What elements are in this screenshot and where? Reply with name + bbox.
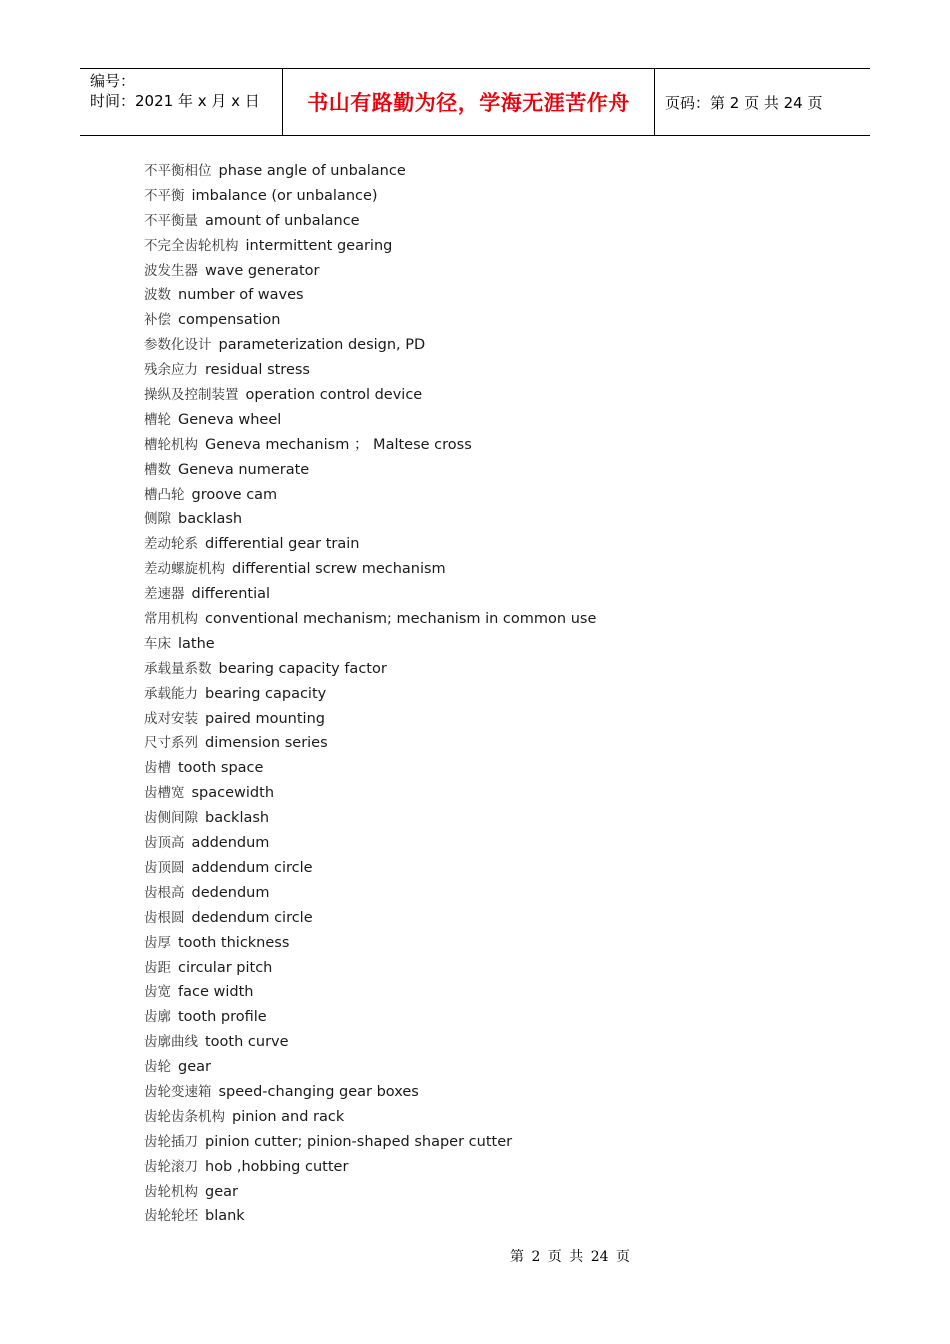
term-english: tooth thickness	[178, 934, 290, 951]
glossary-entry	[144, 805, 596, 830]
term-english: gear	[178, 1059, 211, 1076]
glossary-entry	[144, 1203, 596, 1228]
term-chinese: 齿轮齿条机构	[144, 1108, 225, 1125]
term-english: tooth profile	[178, 1009, 267, 1026]
term-english: face width	[178, 984, 254, 1001]
term-chinese: 常用机构	[144, 611, 198, 628]
glossary-entry	[144, 955, 596, 980]
document-header	[80, 68, 870, 136]
term-chinese: 差速器	[144, 586, 185, 603]
term-english: Geneva wheel	[178, 411, 282, 428]
term-english: addendum	[191, 835, 270, 852]
term-english: pinion cutter; pinion-shaped shaper cutter	[205, 1133, 513, 1150]
term-english: wave generator	[205, 262, 320, 279]
term-chinese: 槽凸轮	[144, 486, 185, 503]
term-chinese: 承载能力	[144, 685, 198, 702]
term-english: hob ,hobbing cutter	[205, 1158, 349, 1175]
term-english: spacewidth	[191, 785, 275, 802]
term-english: speed-changing gear boxes	[218, 1083, 419, 1100]
term-english: Geneva mechanism ； Maltese cross	[205, 436, 472, 453]
term-chinese: 补偿	[144, 312, 171, 329]
term-english: paired mounting	[205, 710, 325, 727]
motto-text: 书山有路勤为径，学海无涯苦作舟	[307, 91, 630, 115]
glossary-entry	[144, 755, 596, 780]
glossary-list	[144, 158, 596, 1228]
term-english: bearing capacity	[205, 685, 327, 702]
header-motto-cell	[282, 69, 655, 135]
glossary-entry	[144, 905, 596, 930]
term-chinese: 残余应力	[144, 362, 198, 379]
term-english: tooth space	[178, 760, 264, 777]
term-english: circular pitch	[178, 959, 273, 976]
glossary-entry	[144, 531, 596, 556]
term-english: groove cam	[191, 486, 278, 503]
term-chinese: 齿顶高	[144, 835, 185, 852]
term-english: bearing capacity factor	[218, 660, 387, 677]
doc-time-label: 时间：2021 年 x 月 x 日	[90, 92, 260, 110]
term-chinese: 齿根高	[144, 884, 185, 901]
term-chinese: 齿距	[144, 959, 171, 976]
term-chinese: 齿槽宽	[144, 785, 185, 802]
term-chinese: 槽数	[144, 461, 171, 478]
glossary-entry	[144, 730, 596, 755]
glossary-entry	[144, 183, 596, 208]
term-chinese: 齿槽	[144, 760, 171, 777]
glossary-entry	[144, 581, 596, 606]
glossary-entry	[144, 855, 596, 880]
term-chinese: 尺寸系列	[144, 735, 198, 752]
term-english: backlash	[205, 810, 270, 827]
term-english: tooth curve	[205, 1034, 289, 1051]
term-english: dedendum	[191, 884, 270, 901]
term-english: differential gear train	[205, 536, 360, 553]
term-english: parameterization design, PD	[218, 337, 426, 354]
header-page-cell	[655, 69, 870, 135]
glossary-entry	[144, 282, 596, 307]
term-english: Geneva numerate	[178, 461, 310, 478]
term-english: imbalance (or unbalance)	[191, 187, 378, 204]
glossary-entry	[144, 1104, 596, 1129]
glossary-entry	[144, 208, 596, 233]
term-chinese: 不平衡相位	[144, 163, 212, 179]
glossary-entry	[144, 1004, 596, 1029]
glossary-entry	[144, 1179, 596, 1204]
glossary-entry	[144, 382, 596, 407]
term-chinese: 槽轮机构	[144, 436, 198, 453]
glossary-entry	[144, 556, 596, 581]
glossary-entry	[144, 631, 596, 656]
term-chinese: 齿厚	[144, 934, 171, 951]
glossary-entry	[144, 656, 596, 681]
term-english: phase angle of unbalance	[218, 163, 406, 179]
term-chinese: 侧隙	[144, 511, 171, 528]
glossary-entry	[144, 1079, 596, 1104]
term-english: addendum circle	[191, 859, 313, 876]
term-english: operation control device	[245, 387, 423, 404]
glossary-entry	[144, 158, 596, 183]
doc-number-label: 编号：	[90, 72, 136, 90]
term-chinese: 齿轮轮坯	[144, 1208, 198, 1225]
term-english: compensation	[178, 312, 281, 329]
term-chinese: 车床	[144, 635, 171, 652]
term-english: conventional mechanism; mechanism in common use	[205, 611, 597, 628]
term-chinese: 波发生器	[144, 262, 198, 279]
term-chinese: 齿廓曲线	[144, 1034, 198, 1051]
term-chinese: 齿轮滚刀	[144, 1158, 198, 1175]
term-chinese: 操纵及控制装置	[144, 387, 239, 404]
term-chinese: 承载量系数	[144, 660, 212, 677]
term-chinese: 齿轮	[144, 1059, 171, 1076]
term-chinese: 齿轮机构	[144, 1183, 198, 1200]
glossary-entry	[144, 780, 596, 805]
glossary-entry	[144, 979, 596, 1004]
term-chinese: 齿廓	[144, 1009, 171, 1026]
term-chinese: 参数化设计	[144, 337, 212, 354]
term-chinese: 齿顶圆	[144, 859, 185, 876]
glossary-entry	[144, 830, 596, 855]
glossary-entry	[144, 332, 596, 357]
page-code-label: 页码：第 2 页 共 24 页	[665, 93, 823, 112]
term-chinese: 槽轮	[144, 411, 171, 428]
page-footer: 第 2 页 共 24 页	[510, 1249, 630, 1265]
glossary-entry	[144, 258, 596, 283]
term-chinese: 成对安装	[144, 710, 198, 727]
term-english: differential	[191, 586, 271, 603]
term-chinese: 不完全齿轮机构	[144, 237, 239, 254]
glossary-entry	[144, 1154, 596, 1179]
glossary-entry	[144, 930, 596, 955]
term-english: amount of unbalance	[205, 212, 360, 229]
term-english: lathe	[178, 635, 215, 652]
term-english: dimension series	[205, 735, 328, 752]
term-english: intermittent gearing	[245, 237, 393, 254]
term-chinese: 齿轮插刀	[144, 1133, 198, 1150]
glossary-entry	[144, 681, 596, 706]
term-english: blank	[205, 1208, 245, 1225]
term-english: pinion and rack	[232, 1108, 345, 1125]
glossary-entry	[144, 706, 596, 731]
term-english: dedendum circle	[191, 909, 313, 926]
glossary-entry	[144, 307, 596, 332]
term-chinese: 不平衡	[144, 187, 185, 204]
glossary-entry	[144, 506, 596, 531]
term-english: residual stress	[205, 362, 310, 379]
term-english: number of waves	[178, 287, 304, 304]
term-chinese: 齿侧间隙	[144, 810, 198, 827]
term-chinese: 齿轮变速箱	[144, 1083, 212, 1100]
glossary-entry	[144, 432, 596, 457]
term-english: backlash	[178, 511, 243, 528]
glossary-entry	[144, 1029, 596, 1054]
glossary-entry	[144, 233, 596, 258]
glossary-entry	[144, 1054, 596, 1079]
glossary-entry	[144, 407, 596, 432]
glossary-entry	[144, 482, 596, 507]
header-info-cell	[80, 69, 282, 135]
glossary-entry	[144, 457, 596, 482]
glossary-entry	[144, 880, 596, 905]
term-chinese: 齿宽	[144, 984, 171, 1001]
glossary-entry	[144, 606, 596, 631]
term-chinese: 差动螺旋机构	[144, 561, 225, 578]
glossary-entry	[144, 357, 596, 382]
term-chinese: 不平衡量	[144, 212, 198, 229]
term-english: gear	[205, 1183, 238, 1200]
glossary-entry	[144, 1129, 596, 1154]
term-chinese: 差动轮系	[144, 536, 198, 553]
term-chinese: 波数	[144, 287, 171, 304]
term-chinese: 齿根圆	[144, 909, 185, 926]
term-english: differential screw mechanism	[232, 561, 446, 578]
